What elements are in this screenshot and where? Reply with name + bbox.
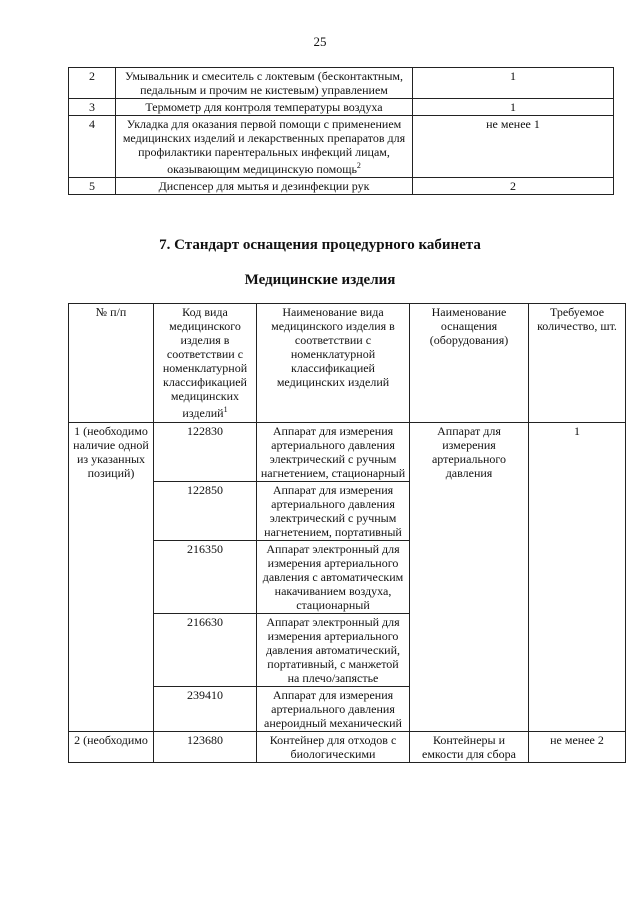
equipment-name: Аппарат для измерения артериального давления xyxy=(410,423,529,732)
table-row xyxy=(69,68,614,99)
item-name: Диспенсер для мытья и дезинфекции рук xyxy=(116,178,413,195)
header-num: № п/п xyxy=(69,304,154,423)
item-quantity: 1 xyxy=(529,423,626,732)
page-number: 25 xyxy=(313,34,327,49)
row-number: 5 xyxy=(69,178,116,195)
table-header-row xyxy=(69,304,626,423)
item-code: 122830 xyxy=(154,423,257,482)
item-quantity: не менее 1 xyxy=(413,116,614,178)
header-quantity: Требуемое количество, шт. xyxy=(529,304,626,423)
item-name: Умывальник и смеситель с локтевым (бесконтактным, педальным и прочим не кистевым) управлением xyxy=(116,68,413,99)
header-name: Наименование вида медицинского изделия в соответствии с номенклатурной классификацией медицинских изделий xyxy=(257,304,410,423)
row-number: 2 xyxy=(69,68,116,99)
header-equipment: Наименование оснащения (оборудования) xyxy=(410,304,529,423)
item-name: Контейнер для отходов с биологическими xyxy=(257,732,410,763)
item-name: Аппарат для измерения артериального давления электрический с ручным нагнетением, стационарный xyxy=(257,423,410,482)
item-code: 216350 xyxy=(154,541,257,614)
item-quantity: 1 xyxy=(413,68,614,99)
item-name xyxy=(116,116,413,178)
item-name: Аппарат электронный для измерения артериального давления автоматический, портативный, с манжетой на плечо/запястье xyxy=(257,614,410,687)
row-number: 3 xyxy=(69,99,116,116)
header-code-text: Код вида медицинского изделия в соответствии с номенклатурной классификацией медицинских изделий xyxy=(162,305,248,420)
section-heading: 7. Стандарт оснащения процедурного кабинета xyxy=(159,237,481,253)
table-row xyxy=(69,732,626,763)
table-row xyxy=(69,178,614,195)
procedure-room-table xyxy=(68,303,626,763)
item-quantity: 1 xyxy=(413,99,614,116)
item-code: 216630 xyxy=(154,614,257,687)
footnote-mark: 2 xyxy=(356,161,361,170)
item-name: Аппарат для измерения артериального давления анероидный механический xyxy=(257,687,410,732)
group-number: 2 (необходимо xyxy=(69,732,154,763)
table-row xyxy=(69,116,614,178)
item-name: Термометр для контроля температуры воздуха xyxy=(116,99,413,116)
group-number: 1 (необходимо наличие одной из указанных позиций) xyxy=(69,423,154,732)
item-name: Аппарат электронный для измерения артериального давления с автоматическим накачиванием воздуха, стационарный xyxy=(257,541,410,614)
item-name-text: Укладка для оказания первой помощи с применением медицинских изделий и лекарственных препаратов для профилактики парентеральных инфекций лицам, оказывающим медицинскую помощь xyxy=(122,117,406,176)
table-row xyxy=(69,423,626,482)
row-number: 4 xyxy=(69,116,116,178)
item-code: 239410 xyxy=(154,687,257,732)
item-code: 122850 xyxy=(154,482,257,541)
item-quantity: не менее 2 xyxy=(529,732,626,763)
equipment-name: Контейнеры и емкости для сбора xyxy=(410,732,529,763)
item-code: 123680 xyxy=(154,732,257,763)
header-code xyxy=(154,304,257,423)
item-name: Аппарат для измерения артериального давления электрический с ручным нагнетением, портативный xyxy=(257,482,410,541)
table-row xyxy=(69,99,614,116)
footnote-mark: 1 xyxy=(223,405,228,414)
subheading: Медицинские изделия xyxy=(244,272,396,288)
equipment-table-continued xyxy=(68,67,614,195)
item-quantity: 2 xyxy=(413,178,614,195)
